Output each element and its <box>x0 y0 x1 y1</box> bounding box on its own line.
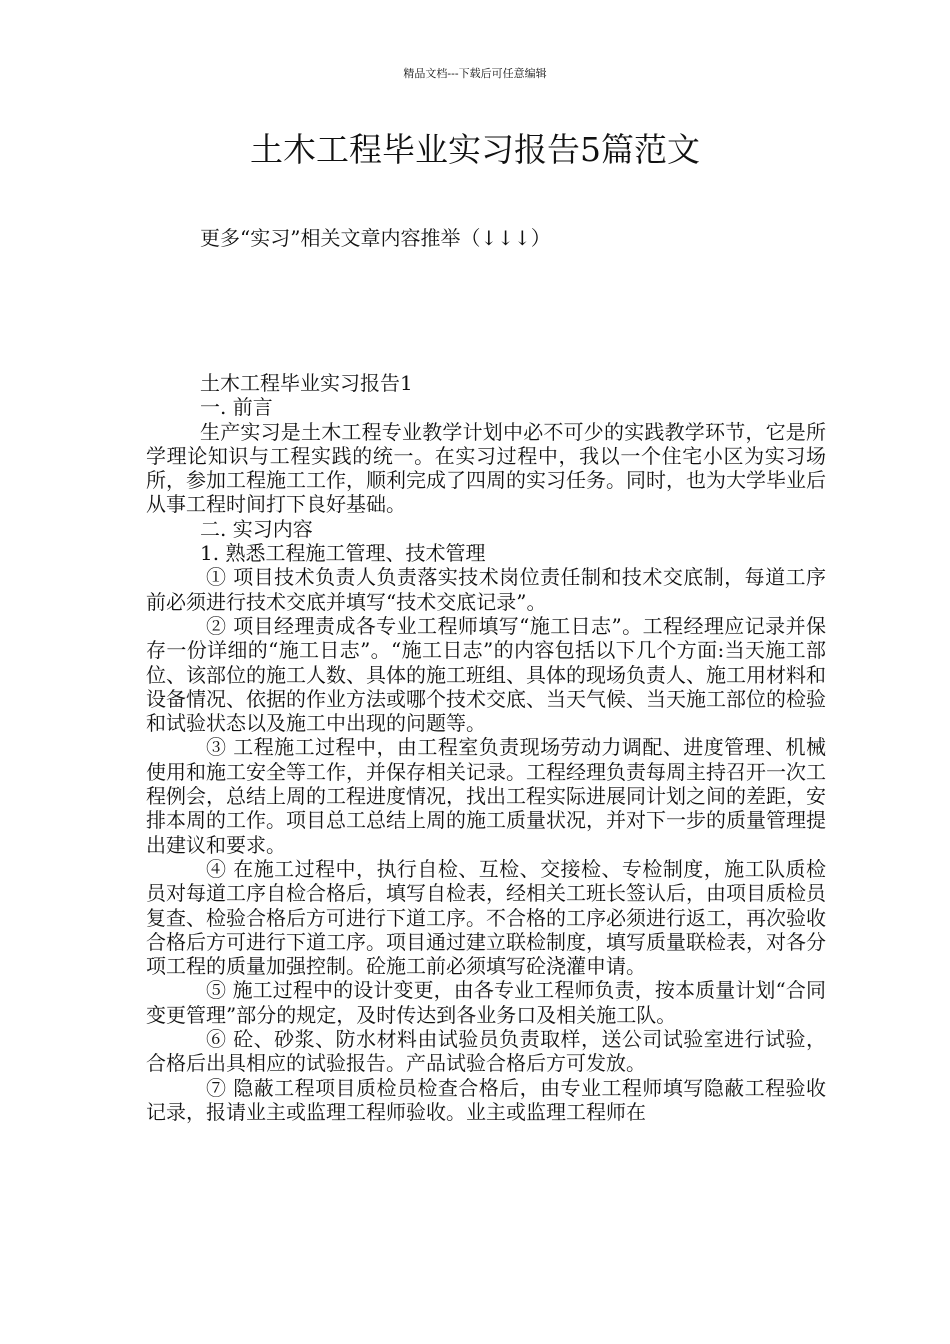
heading-content: 二. 实习内容 <box>200 516 313 541</box>
list-item-4: ④ 在施工过程中，执行自检、互检、交接检、专检制度，施工队质检员对每道工序自检合格后，填写自检表，经相关工班长签认后，由项目质检员复查、检验合格后方可进行下道工序。不合格的工序必须进行返工，再次验收合格后方可进行下道工序。项目通过建立联检制度，填写质量联检表，对各分项工程的质量加强控制。砼施工前必须填写砼浇灌申请。 <box>146 856 826 979</box>
list-item-3: ③ 工程施工过程中，由工程室负责现场劳动力调配、进度管理、机械使用和施工安全等工作，并保存相关记录。工程经理负责每周主持召开一次工程例会，总结上周的工程进度情况，找出工程实际进展同计划之间的差距，安排本周的工作。项目总工总结上周的施工质量状况，并对下一步的质量管理提出建议和要求。 <box>146 735 826 857</box>
list-item-2: ② 项目经理责成各专业工程师填写“施工日志”。工程经理应记录并保存一份详细的“施工日志”。“施工日志”的内容包括以下几个方面:当天施工部位、该部位的施工人数、具体的施工班组、具体的现场负责人、施工用材料和设备情况、依据的作业方法或哪个技术交底、当天气候、当天施工部位的检验和试验状态以及施工中出现的问题等。 <box>146 613 826 736</box>
document-title: 土木工程毕业实习报告5篇范文 <box>250 130 700 169</box>
report-title: 土木工程毕业实习报告1 <box>200 371 413 395</box>
heading-preface: 一. 前言 <box>200 395 273 420</box>
list-item-6: ⑥ 砼、砂浆、防水材料由试验员负责取样，送公司试验室进行试验，合格后出具相应的试验报告。产品试验合格后方可发放。 <box>146 1027 826 1076</box>
list-item-1: ① 项目技术负责人负责落实技术岗位责任制和技术交底制，每道工序前必须进行技术交底并填写“技术交底记录”。 <box>146 565 826 614</box>
list-item-7: ⑦ 隐蔽工程项目质检员检查合格后，由专业工程师填写隐蔽工程验收记录，报请业主或监理工程师验收。业主或监理工程师在 <box>146 1075 826 1124</box>
header-note: 精品文档---下载后可任意编辑 <box>403 67 547 80</box>
list-item-5: ⑤ 施工过程中的设计变更，由各专业工程师负责，按本质量计划“合同变更管理”部分的规定，及时传达到各业务口及相关施工队。 <box>146 978 826 1027</box>
document-body <box>146 371 826 1124</box>
paragraph-preface: 生产实习是土木工程专业教学计划中必不可少的实践教学环节，它是所学理论知识与工程实践的统一。在实习过程中，我以一个住宅小区为实习场所，参加工程施工工作，顺利完成了四周的实习任务。同时，也为大学毕业后从事工程时间打下良好基础。 <box>146 419 826 517</box>
recommend-line: 更多“实习”相关文章内容推举（↓↓↓） <box>200 226 551 250</box>
subheading-1: 1. 熟悉工程施工管理、技术管理 <box>200 541 486 566</box>
